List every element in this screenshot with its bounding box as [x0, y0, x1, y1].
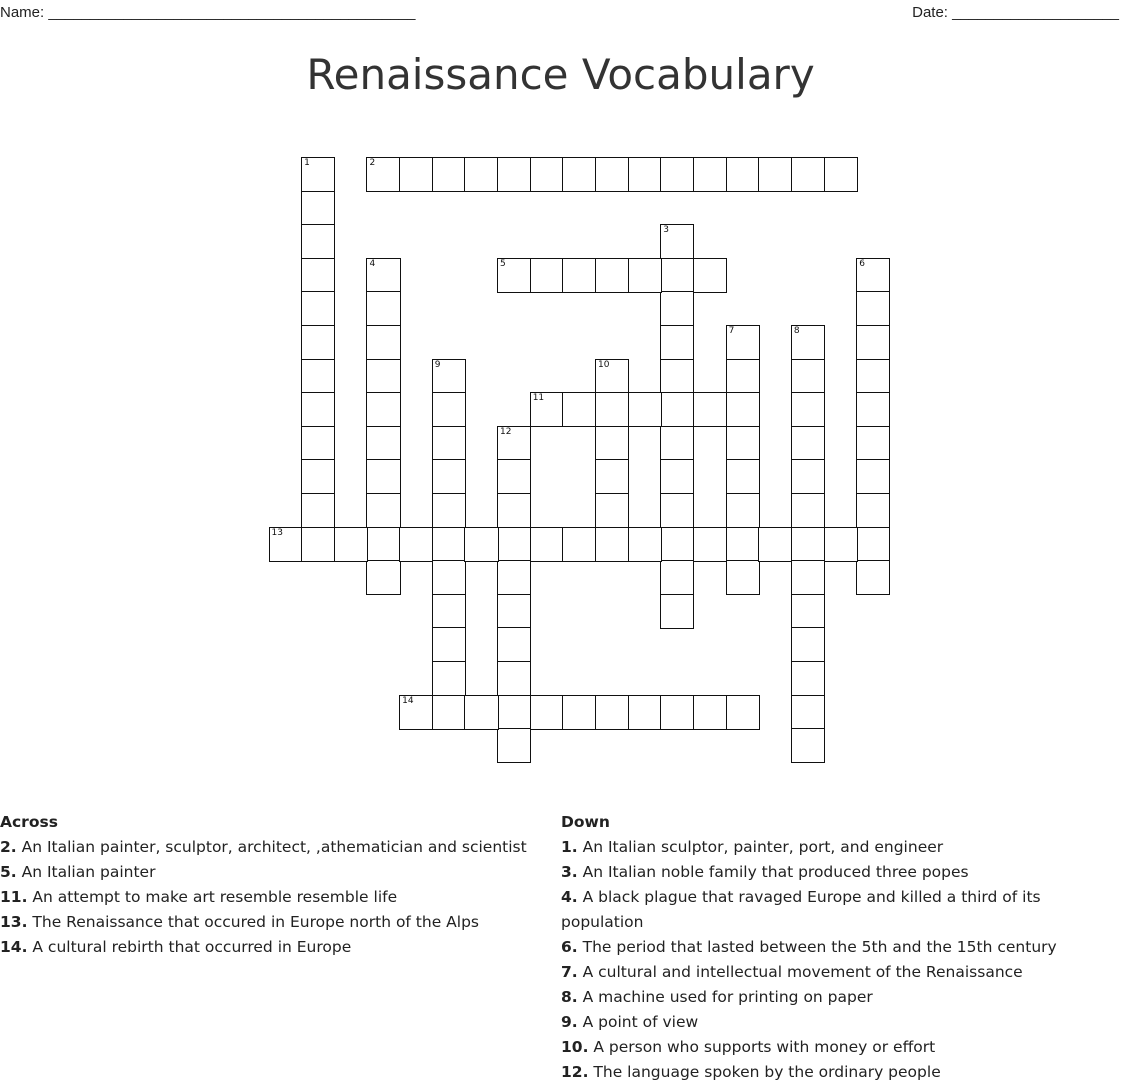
- crossword-cell[interactable]: [530, 157, 564, 192]
- crossword-cell[interactable]: [856, 359, 890, 394]
- crossword-cell[interactable]: [464, 527, 498, 562]
- across-clues: [0, 810, 555, 960]
- crossword-cell[interactable]: [595, 493, 629, 528]
- crossword-cell[interactable]: [334, 527, 368, 562]
- crossword-cell[interactable]: [726, 157, 760, 192]
- crossword-cell[interactable]: [497, 695, 531, 730]
- crossword-cell[interactable]: [432, 695, 466, 730]
- crossword-cell[interactable]: [432, 627, 466, 662]
- crossword-cell[interactable]: [432, 459, 466, 494]
- crossword-cell[interactable]: [660, 392, 694, 427]
- crossword-cell[interactable]: [497, 258, 531, 293]
- crossword-cell[interactable]: [856, 325, 890, 360]
- crossword-cell[interactable]: [562, 392, 596, 427]
- crossword-cell[interactable]: [791, 560, 825, 595]
- crossword-cell[interactable]: [301, 392, 335, 427]
- crossword-cell[interactable]: [497, 157, 531, 192]
- crossword-cell[interactable]: [595, 695, 629, 730]
- crossword-cell[interactable]: [595, 459, 629, 494]
- clue-down-1: 1. An Italian sculptor, painter, port, and engineer: [561, 838, 944, 856]
- crossword-cell[interactable]: [791, 426, 825, 461]
- crossword-cell[interactable]: [693, 392, 727, 427]
- crossword-cell[interactable]: [791, 594, 825, 629]
- crossword-cell[interactable]: [399, 157, 433, 192]
- crossword-cell[interactable]: [791, 157, 825, 192]
- crossword-cell[interactable]: [530, 695, 564, 730]
- crossword-cell[interactable]: [530, 258, 564, 293]
- clue-down-4: 4. A black plague that ravaged Europe and killed a third of its population: [561, 888, 1041, 931]
- cell-number: 13: [271, 527, 283, 538]
- crossword-cell[interactable]: [726, 527, 760, 562]
- cell-number: 9: [434, 359, 441, 370]
- crossword-cell[interactable]: [399, 695, 433, 730]
- crossword-cell[interactable]: [791, 728, 825, 763]
- cell-number: 11: [532, 393, 545, 404]
- crossword-cell[interactable]: [791, 493, 825, 528]
- crossword-cell[interactable]: [497, 627, 531, 662]
- crossword-cell[interactable]: [856, 392, 890, 427]
- crossword-cell[interactable]: [856, 258, 890, 293]
- crossword-cell[interactable]: [366, 157, 400, 192]
- crossword-cell[interactable]: [791, 695, 825, 730]
- cell-number: 6: [859, 258, 865, 269]
- crossword-cell[interactable]: [856, 493, 890, 528]
- crossword-cell[interactable]: [366, 493, 400, 528]
- crossword-cell[interactable]: [432, 359, 466, 394]
- clue-across-13: 13. The Renaissance that occured in Europe north of the Alps: [0, 913, 479, 931]
- crossword-cell[interactable]: [595, 392, 629, 427]
- crossword-cell[interactable]: [726, 459, 760, 494]
- crossword-cell[interactable]: [693, 527, 727, 562]
- crossword-cell[interactable]: [660, 426, 694, 461]
- crossword-cell[interactable]: [660, 325, 694, 360]
- crossword-cell[interactable]: [660, 594, 694, 629]
- crossword-cell[interactable]: [791, 661, 825, 696]
- crossword-cell[interactable]: [693, 695, 727, 730]
- crossword-cell[interactable]: [432, 426, 466, 461]
- crossword-cell[interactable]: [595, 157, 629, 192]
- crossword-cell[interactable]: [366, 291, 400, 326]
- crossword-cell[interactable]: [301, 291, 335, 326]
- crossword-cell[interactable]: [660, 459, 694, 494]
- crossword-cell[interactable]: [497, 661, 531, 696]
- crossword-cell[interactable]: [301, 258, 335, 293]
- crossword-cell[interactable]: [628, 258, 662, 293]
- crossword-cell[interactable]: [301, 426, 335, 461]
- crossword-cell[interactable]: [497, 728, 531, 763]
- crossword-cell[interactable]: [595, 359, 629, 394]
- crossword-cell[interactable]: [660, 527, 694, 562]
- cell-number: 14: [402, 695, 414, 706]
- crossword-cell[interactable]: [856, 527, 890, 562]
- crossword-cell[interactable]: [726, 325, 760, 360]
- crossword-cell[interactable]: [595, 426, 629, 461]
- crossword-cell[interactable]: [562, 258, 596, 293]
- crossword-cell[interactable]: [497, 426, 531, 461]
- clue-across-14: 14. A cultural rebirth that occurred in Europe: [0, 938, 352, 956]
- crossword-cell[interactable]: [366, 459, 400, 494]
- crossword-cell[interactable]: [595, 527, 629, 562]
- crossword-cell[interactable]: [530, 527, 564, 562]
- crossword-cell[interactable]: [628, 527, 662, 562]
- crossword-cell[interactable]: [562, 527, 596, 562]
- crossword-cell[interactable]: [497, 459, 531, 494]
- cell-number: 1: [304, 158, 310, 168]
- crossword-cell[interactable]: [758, 157, 792, 192]
- crossword-cell[interactable]: [301, 359, 335, 394]
- cell-number: 5: [500, 258, 506, 269]
- crossword-cell[interactable]: [693, 157, 727, 192]
- crossword-cell[interactable]: [432, 157, 466, 192]
- clue-across-2: 2. An Italian painter, sculptor, architect, ,athematician and scientist: [0, 838, 527, 856]
- crossword-cell[interactable]: [660, 493, 694, 528]
- crossword-cell[interactable]: [726, 695, 760, 730]
- down-clues: [561, 810, 1121, 1085]
- crossword-cell[interactable]: [301, 191, 335, 226]
- crossword-cell[interactable]: [497, 560, 531, 595]
- crossword-cell[interactable]: [366, 392, 400, 427]
- name-field: Name: ____________________________________________: [0, 4, 416, 21]
- crossword-cell[interactable]: [497, 493, 531, 528]
- crossword-cell[interactable]: [432, 661, 466, 696]
- crossword-cell[interactable]: [301, 459, 335, 494]
- crossword-cell[interactable]: [824, 527, 858, 562]
- crossword-cell[interactable]: [856, 560, 890, 595]
- crossword-cell[interactable]: [660, 258, 694, 293]
- crossword-cell[interactable]: [660, 359, 694, 394]
- crossword-cell[interactable]: [530, 392, 564, 427]
- crossword-cell[interactable]: [464, 157, 498, 192]
- crossword-cell[interactable]: [791, 325, 825, 360]
- crossword-cell[interactable]: [660, 291, 694, 326]
- clue-down-7: 7. A cultural and intellectual movement of the Renaissance: [561, 963, 1023, 981]
- crossword-cell[interactable]: [366, 325, 400, 360]
- date-field: Date: ____________________: [912, 4, 1119, 21]
- crossword-cell[interactable]: [595, 258, 629, 293]
- crossword-cell[interactable]: [791, 359, 825, 394]
- cell-number: 7: [728, 326, 735, 336]
- crossword-cell[interactable]: [497, 527, 531, 562]
- clue-down-3: 3. An Italian noble family that produced three popes: [561, 863, 969, 881]
- crossword-cell[interactable]: [628, 392, 662, 427]
- crossword-cell[interactable]: [366, 426, 400, 461]
- crossword-cell[interactable]: [726, 392, 760, 427]
- crossword-cell[interactable]: [628, 695, 662, 730]
- page-title: Renaissance Vocabulary: [306, 50, 815, 99]
- crossword-cell[interactable]: [791, 627, 825, 662]
- crossword-cell[interactable]: [399, 527, 433, 562]
- crossword-cell[interactable]: [464, 695, 498, 730]
- crossword-cell[interactable]: [301, 224, 335, 259]
- clue-down-10: 10. A person who supports with money or effort: [561, 1038, 936, 1056]
- crossword-cell[interactable]: [497, 594, 531, 629]
- crossword-cell[interactable]: [660, 157, 694, 192]
- crossword-cell[interactable]: [301, 493, 335, 528]
- cell-number: 8: [793, 326, 800, 336]
- clue-down-12: 12. The language spoken by the ordinary people: [561, 1063, 941, 1081]
- crossword-cell[interactable]: [824, 157, 858, 192]
- crossword-cell[interactable]: [432, 527, 466, 562]
- crossword-cell[interactable]: [432, 493, 466, 528]
- crossword-cell[interactable]: [660, 695, 694, 730]
- crossword-cell[interactable]: [366, 560, 400, 595]
- crossword-cell[interactable]: [301, 157, 335, 192]
- crossword-cell[interactable]: [726, 359, 760, 394]
- across-heading: Across: [0, 813, 58, 831]
- crossword-cell[interactable]: [432, 594, 466, 629]
- crossword-cell[interactable]: [693, 258, 727, 293]
- crossword-cell[interactable]: [791, 459, 825, 494]
- crossword-cell[interactable]: [366, 258, 400, 293]
- crossword-cell[interactable]: [791, 527, 825, 562]
- crossword-cell[interactable]: [660, 224, 694, 259]
- crossword-cell[interactable]: [301, 527, 335, 562]
- down-heading: Down: [561, 813, 610, 831]
- clue-across-11: 11. An attempt to make art resemble resemble life: [0, 888, 398, 906]
- crossword-cell[interactable]: [726, 426, 760, 461]
- crossword-cell[interactable]: [791, 392, 825, 427]
- cell-number: 10: [598, 359, 610, 370]
- crossword-cell[interactable]: [562, 695, 596, 730]
- clue-down-8: 8. A machine used for printing on paper: [561, 988, 873, 1006]
- crossword-cell[interactable]: [856, 426, 890, 461]
- cell-number: 12: [500, 426, 512, 437]
- clue-down-6: 6. The period that lasted between the 5th and the 15th century: [561, 938, 1057, 956]
- crossword-cell[interactable]: [726, 493, 760, 528]
- crossword-cell[interactable]: [726, 560, 760, 595]
- clue-down-9: 9. A point of view: [561, 1013, 699, 1031]
- crossword-cell[interactable]: [366, 359, 400, 394]
- crossword-cell[interactable]: [856, 291, 890, 326]
- clue-across-5: 5. An Italian painter: [0, 863, 156, 881]
- crossword-cell[interactable]: [628, 157, 662, 192]
- cell-number: 2: [369, 158, 376, 168]
- crossword-cell[interactable]: [660, 560, 694, 595]
- crossword-cell[interactable]: [856, 459, 890, 494]
- crossword-cell[interactable]: [366, 527, 400, 562]
- crossword-cell[interactable]: [758, 527, 792, 562]
- crossword-cell[interactable]: [301, 325, 335, 360]
- crossword-cell[interactable]: [432, 560, 466, 595]
- cell-number: 3: [663, 225, 670, 236]
- crossword-cell[interactable]: [269, 527, 303, 562]
- crossword-cell[interactable]: [562, 157, 596, 192]
- crossword-cell[interactable]: [432, 392, 466, 427]
- cell-number: 4: [369, 258, 376, 269]
